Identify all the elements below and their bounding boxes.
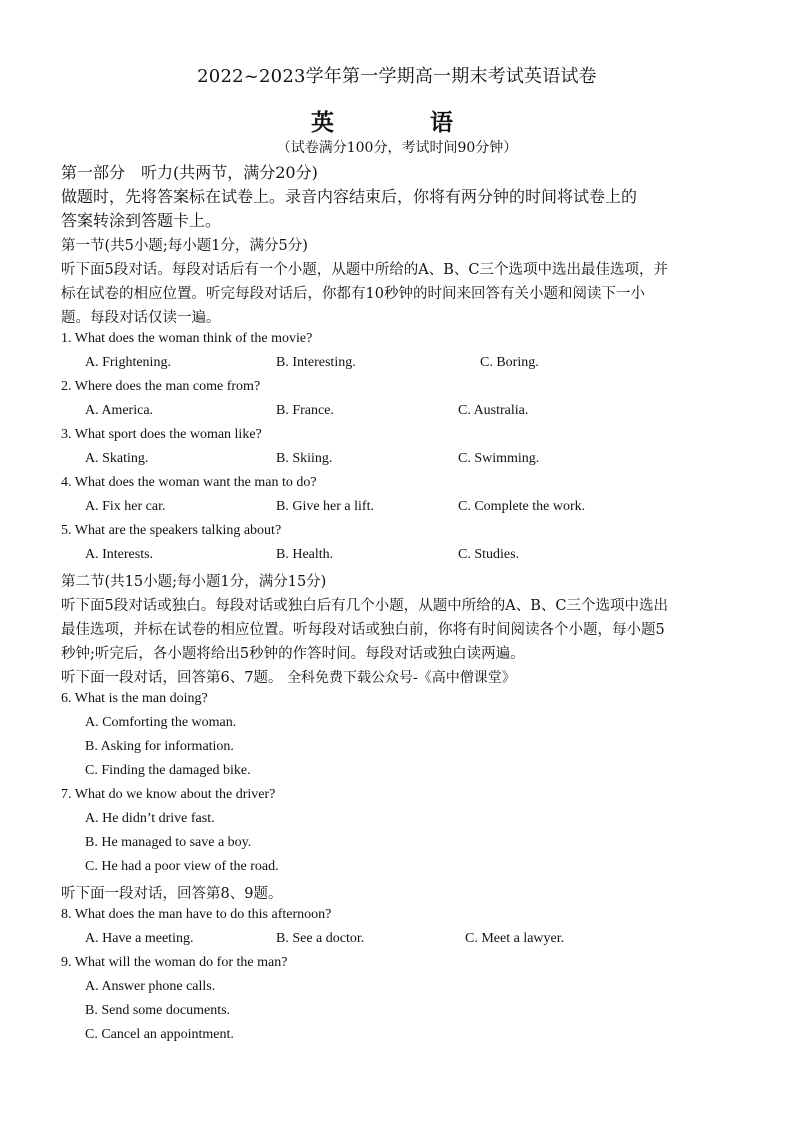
option-a: A. Interests. (85, 547, 154, 562)
question-stem: 1. What does the woman think of the movie? (61, 331, 313, 346)
option-c: C. Finding the damaged bike. (85, 763, 251, 778)
part1-instruction-line: 做题时，先将答案标在试卷上。录音内容结束后，你将有两分钟的时间将试卷上的 (61, 187, 638, 206)
option-c: C. Studies. (458, 547, 520, 562)
question-stem: 5. What are the speakers talking about? (61, 523, 282, 538)
section2-heading: 第二节(共15小题;每小题1分，满分15分) (61, 574, 327, 590)
section1-instruction-line: 标在试卷的相应位置。听完每段对话后，你都有10秒钟的时间来回答有关小题和阅读下一小 (61, 286, 645, 302)
promo-text: 全科免费下载公众号-《高中僧课堂》 (287, 670, 516, 686)
part1-heading: 第一部分 听力(共两节，满分20分) (61, 163, 318, 182)
option-c: C. Meet a lawyer. (465, 931, 565, 946)
question-stem: 8. What does the man have to do this afternoon? (61, 907, 332, 922)
option-b: B. Give her a lift. (276, 499, 374, 514)
question-stem: 7. What do we know about the driver? (61, 787, 276, 802)
option-b: B. See a doctor. (276, 931, 365, 946)
option-a: A. Have a meeting. (85, 931, 194, 946)
section1-heading: 第一节(共5小题;每小题1分，满分5分) (61, 238, 308, 254)
exam-note: （试卷满分100分，考试时间90分钟） (276, 140, 518, 156)
option-c: C. He had a poor view of the road. (85, 859, 279, 874)
option-c: C. Boring. (480, 355, 539, 370)
dialogue-lead-text: 听下面一段对话，回答第6、7题。 (61, 670, 283, 686)
question-stem: 4. What does the woman want the man to do? (61, 475, 317, 490)
option-b: B. Asking for information. (85, 739, 234, 754)
section1-instruction-line: 题。每段对话仅读一遍。 (61, 310, 221, 326)
option-b: B. France. (276, 403, 334, 418)
option-c: C. Swimming. (458, 451, 540, 466)
option-c: C. Australia. (458, 403, 529, 418)
question-stem: 9. What will the woman do for the man? (61, 955, 288, 970)
option-c: C. Cancel an appointment. (85, 1027, 234, 1042)
section1-instruction-line: 听下面5段对话。每段对话后有一个小题，从题中所给的A、B、C三个选项中选出最佳选项，并 (61, 262, 668, 278)
option-a: A. He didn’t drive fast. (85, 811, 215, 826)
option-a: A. Skating. (85, 451, 149, 466)
subject-title: 英 语 (310, 109, 483, 136)
option-b: B. Interesting. (276, 355, 356, 370)
option-a: A. Comforting the woman. (85, 715, 237, 730)
option-a: A. Frightening. (85, 355, 171, 370)
option-b: B. Health. (276, 547, 334, 562)
option-a: A. Fix her car. (85, 499, 166, 514)
dialogue-lead: 听下面一段对话，回答第8、9题。 (61, 886, 283, 902)
option-c: C. Complete the work. (458, 499, 586, 514)
section2-instruction-line: 听下面5段对话或独白。每段对话或独白后有几个小题，从题中所给的A、B、C三个选项中选出 (61, 598, 668, 614)
section2-instruction-line: 秒钟;听完后，各小题将给出5秒钟的作答时间。每段对话或独白读两遍。 (61, 646, 525, 662)
option-b: B. He managed to save a boy. (85, 835, 252, 850)
option-b: B. Skiing. (276, 451, 333, 466)
part1-instruction-line: 答案转涂到答题卡上。 (61, 211, 222, 230)
option-a: A. Answer phone calls. (85, 979, 216, 994)
question-stem: 2. Where does the man come from? (61, 379, 261, 394)
exam-title: 2022~2023学年第一学期高一期末考试英语试卷 (197, 66, 597, 87)
section2-instruction-line: 最佳选项，并标在试卷的相应位置。听每段对话或独白前，你将有时间阅读各个小题，每小题5 (61, 622, 665, 638)
option-b: B. Send some documents. (85, 1003, 231, 1018)
dialogue-lead (61, 666, 516, 687)
option-a: A. America. (85, 403, 154, 418)
question-stem: 3. What sport does the woman like? (61, 427, 262, 442)
question-stem: 6. What is the man doing? (61, 691, 208, 706)
